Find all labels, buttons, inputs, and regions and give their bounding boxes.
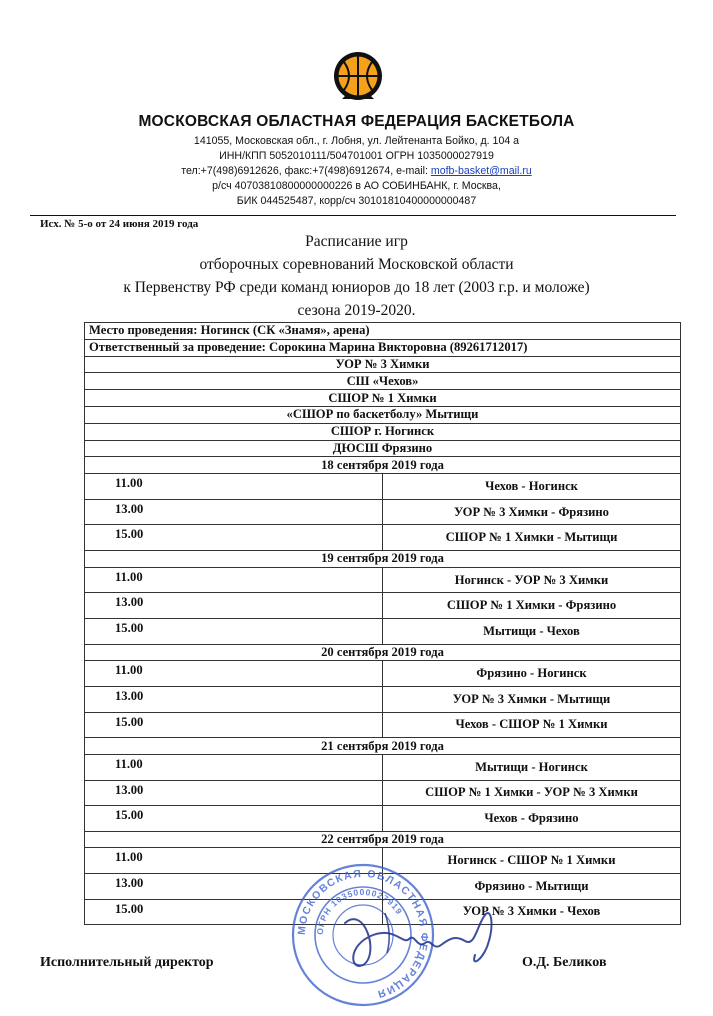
doc-title-line1: Расписание игр	[305, 233, 408, 250]
game-time-cell: 15.00	[85, 712, 383, 738]
date-cell: 20 сентября 2019 года	[85, 644, 681, 661]
account-line: р/сч 40703810800000000226 в АО СОБИНБАНК, г. Москва,	[212, 180, 501, 192]
table-row	[85, 457, 681, 474]
game-time-cell: 13.00	[85, 499, 383, 525]
doc-title-line4: сезона 2019-2020.	[297, 302, 416, 319]
team-cell: «СШОР по баскетболу» Мытищи	[85, 406, 681, 423]
schedule-table	[84, 322, 681, 925]
table-row	[85, 618, 681, 644]
document-reference: Исх. № 5-о от 24 июня 2019 года	[40, 218, 199, 230]
table-row	[85, 712, 681, 738]
table-row	[85, 474, 681, 500]
table-row	[85, 323, 681, 340]
date-cell: 18 сентября 2019 года	[85, 457, 681, 474]
phones-text: тел:+7(498)6912626, факс:+7(498)6912674, e-mail:	[181, 165, 431, 177]
stamp-outer-text: МОСКОВСКАЯ ОБЛАСТНАЯ ФЕДЕРАЦИЯ	[295, 867, 431, 1001]
table-row	[85, 406, 681, 423]
email-link[interactable]: mofb-basket@mail.ru	[430, 165, 532, 177]
game-match-cell: Чехов - СШОР № 1 Химки	[383, 712, 681, 738]
game-match-cell: Мытищи - Чехов	[383, 618, 681, 644]
team-cell: ДЮСШ Фрязино	[85, 440, 681, 457]
date-cell: 19 сентября 2019 года	[85, 550, 681, 567]
doc-title-line3: к Первенству РФ среди команд юниоров до 18 лет (2003 г.р. и моложе)	[123, 279, 590, 296]
table-row	[85, 390, 681, 407]
director-label: Исполнительный директор	[40, 955, 214, 970]
table-row	[85, 356, 681, 373]
game-time-cell: 11.00	[85, 567, 383, 593]
game-match-cell: Чехов - Фрязино	[383, 806, 681, 832]
table-row	[85, 440, 681, 457]
game-time-cell: 11.00	[85, 474, 383, 500]
table-row	[85, 339, 681, 356]
doc-title-line2: отборочных соревнований Московской области	[199, 256, 514, 273]
contacts-line	[0, 164, 713, 179]
venue-cell: Место проведения: Ногинск (СК «Знамя», арена)	[85, 323, 681, 340]
date-cell: 21 сентября 2019 года	[85, 738, 681, 755]
game-match-cell: Ногинск - УОР № 3 Химки	[383, 567, 681, 593]
game-match-cell: УОР № 3 Химки - Чехов	[383, 899, 681, 925]
date-cell: 22 сентября 2019 года	[85, 831, 681, 848]
game-time-cell: 15.00	[85, 618, 383, 644]
table-row	[85, 525, 681, 551]
director-name: О.Д. Беликов	[522, 955, 607, 970]
table-row	[85, 831, 681, 848]
game-match-cell: СШОР № 1 Химки - Фрязино	[383, 593, 681, 619]
game-match-cell: УОР № 3 Химки - Мытищи	[383, 686, 681, 712]
game-match-cell: СШОР № 1 Химки - УОР № 3 Химки	[383, 780, 681, 806]
table-row	[85, 738, 681, 755]
team-cell: СШОР г. Ногинск	[85, 423, 681, 440]
stamp-inner-text: ОГРН 1035000027919	[314, 886, 405, 936]
game-match-cell: УОР № 3 Химки - Фрязино	[383, 499, 681, 525]
team-cell: СШОР № 1 Химки	[85, 390, 681, 407]
address-line: 141055, Московская обл., г. Лобня, ул. Лейтенанта Бойко, д. 104 а	[193, 135, 520, 147]
game-time-cell: 15.00	[85, 525, 383, 551]
table-row	[85, 806, 681, 832]
table-row	[85, 567, 681, 593]
federation-name: МОСКОВСКАЯ ОБЛАСТНАЯ ФЕДЕРАЦИЯ БАСКЕТБОЛА	[138, 113, 575, 130]
table-row	[85, 499, 681, 525]
table-row	[85, 644, 681, 661]
game-time-cell: 13.00	[85, 593, 383, 619]
game-match-cell: Чехов - Ногинск	[383, 474, 681, 500]
director-signature	[325, 895, 515, 975]
game-time-cell: 15.00	[85, 899, 383, 925]
table-row	[85, 686, 681, 712]
inn-line: ИНН/КПП 5052010111/504701001 ОГРН 1035000027919	[219, 150, 494, 162]
responsible-cell: Ответственный за проведение: Сорокина Марина Викторовна (89261712017)	[85, 339, 681, 356]
game-time-cell: 13.00	[85, 686, 383, 712]
bik-line: БИК 044525487, корр/сч 30101810400000000487	[236, 195, 477, 207]
game-match-cell: Фрязино - Ногинск	[383, 661, 681, 687]
team-cell: УОР № 3 Химки	[85, 356, 681, 373]
header-divider	[30, 215, 676, 216]
game-match-cell: Фрязино - Мытищи	[383, 874, 681, 900]
game-match-cell: Мытищи - Ногинск	[383, 754, 681, 780]
table-row	[85, 780, 681, 806]
game-match-cell: СШОР № 1 Химки - Мытищи	[383, 525, 681, 551]
table-row	[85, 754, 681, 780]
game-time-cell: 11.00	[85, 754, 383, 780]
game-match-cell: Ногинск - СШОР № 1 Химки	[383, 848, 681, 874]
table-row	[85, 661, 681, 687]
game-time-cell: 13.00	[85, 780, 383, 806]
game-time-cell: 11.00	[85, 848, 383, 874]
game-time-cell: 13.00	[85, 874, 383, 900]
table-row	[85, 593, 681, 619]
game-time-cell: 15.00	[85, 806, 383, 832]
table-row	[85, 423, 681, 440]
game-time-cell: 11.00	[85, 661, 383, 687]
basketball-logo-icon	[333, 50, 383, 102]
team-cell: СШ «Чехов»	[85, 373, 681, 390]
table-row	[85, 550, 681, 567]
table-row	[85, 373, 681, 390]
